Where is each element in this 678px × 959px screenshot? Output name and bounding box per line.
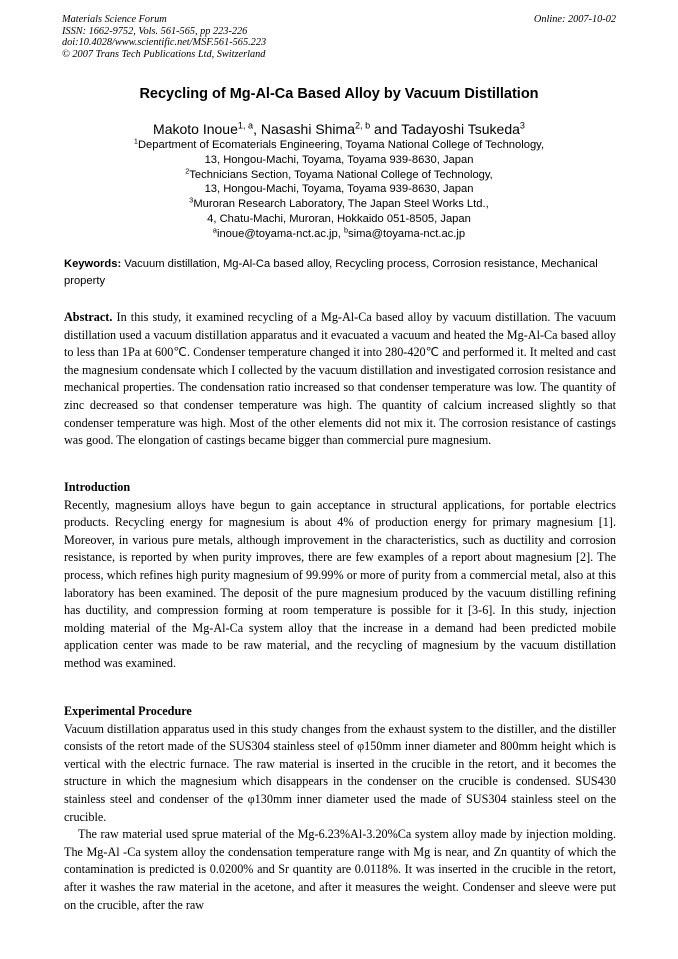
keywords-label: Keywords: [64,258,122,270]
email-line [0,227,678,242]
journal-name: Materials Science Forum [62,14,167,25]
paragraph: Vacuum distillation apparatus used in this study changes from the exhaust system to the distiller, and the distiller consists of the retort made of the SUS304 stainless steel of φ150mm inner diameter and 800mm height which is vertical with the electric furnace. The raw material is inserted in the crucible in the retort, and it becomes the structure in which the magnesium which disappears in the condenser on the crucible is condensed. SUS430 stainless steel and condenser of the φ130mm inner diameter used the made of SUS304 stainless steel on the crucible. [64,721,616,824]
introduction-section [64,479,616,673]
affil-marker: 1 [133,136,138,146]
copyright-line: © 2007 Trans Tech Publications Ltd, Switzerland [62,48,266,60]
affiliation-text: Department of Ecomaterials Engineering, Toyama National College of Technology, [137,139,545,151]
abstract-label: Abstract. [64,310,113,324]
email-address: sima@toyama-nct.ac.jp [348,227,466,240]
paper-title: Recycling of Mg-Al-Ca Based Alloy by Vacuum Distillation [139,86,539,102]
affiliation-address: 4, Chatu-Machi, Muroran, Hokkaido 051-8505, Japan [207,212,471,225]
keywords-text: Vacuum distillation, Mg-Al-Ca based alloy, Recycling process, Corrosion resistance, Mechanical property [64,258,598,287]
paragraph: Recently, magnesium alloys have begun to gain acceptance in structural applications, for portable electrics products. Recycling energy for magnesium is about 4% of production energy for primary magnesium [1]. Moreover, in various pure metals, although improvement in the characteristics, such as ductility and corrosion resistance, is reported by when purity improves, there are few examples of a report about magnesium [2]. The process, which refines high purity magnesium of 99.99% or more of purity from a commercial metal, also at this laboratory has been examined. The deposit of the pure magnesium produced by the vacuum distilling refining has ductility, and compression forming at room temperature is possible for it [3-6]. In this study, injection molding material of the Mg-Al-Ca system alloy that the increase in a demand had been predicted mobile application center was made to be raw material, and the recycling of magnesium by the vacuum distillation method was examined. [64,497,616,670]
author-separator: , [253,121,261,137]
email-marker: a [212,225,217,235]
affiliation-address: 13, Hongou-Machi, Toyama, Toyama 939-8630, Japan [204,183,474,196]
keywords [64,256,616,290]
issn-line: ISSN: 1662-9752, Vols. 561-565, pp 223-226 [62,25,248,37]
affil-marker: 3 [189,195,194,205]
author-separator: and [370,121,402,137]
affiliation-line [0,165,678,183]
email-separator: , [337,227,344,240]
affiliation-line [0,138,678,153]
author-name: Makoto Inoue [153,121,238,137]
affiliations [0,138,678,242]
section-heading: Introduction [64,480,131,494]
email-marker: b [343,225,349,235]
doi-line: doi:10.4028/www.scientific.net/MSF.561-565.223 [62,37,267,49]
abstract-text: In this study, it examined recycling of a Mg-Al-Ca based alloy by vacuum distillation. The vacuum distillation used a vacuum distillation apparatus and it evacuated a vacuum and heated the Mg-Al-Ca based alloy to less than 1Pa at 600℃. Condenser temperature changed it into 280-420℃ and performed it. It melted and cast the magnesium condensate which I collected by the vacuum distillation and investigated corrosion resistance and mechanical properties. The condensation ratio increased so that condenser temperature was low. The quantity of zinc decreased so that condenser temperature was high. The quantity of calcium increased slightly so that condenser temperature was high. Most of the other elements did not mix it. The corrosion resistance of castings was good. The elongation of castings became bigger than commercial pure magnesium. [64,310,616,448]
experimental-section [64,703,616,914]
author-name: Tadayoshi Tsukeda [401,121,520,137]
affiliation-text: Muroran Research Laboratory, The Japan Steel Works Ltd., [193,198,489,211]
paragraph: The raw material used sprue material of the Mg-6.23%Al-3.20%Ca system alloy made by injection molding. The Mg-Al -Ca system alloy the condensation temperature range with Mg is near, and Zn quantity of which the contamination is predicted is 0.0200% and Sr quantity are 0.0118%. It was inserted in the crucible in the retort, after it washes the raw material in the acetone, and after it measures the weight. Condenser and sleeve were put on the crucible, after the raw [64,827,616,912]
affil-marker: 2 [185,165,190,175]
author-affil-marker: 2, b [355,120,371,131]
section-heading: Experimental Procedure [64,704,192,718]
email-address: inoue@toyama-nct.ac.jp [216,227,338,240]
author-name: Nasashi Shima [260,121,355,137]
author-list [0,121,678,137]
author-affil-marker: 1, a [237,120,254,131]
online-date: Online: 2007-10-02 [533,14,616,25]
author-affil-marker: 3 [519,120,525,131]
affiliation-line [0,197,678,212]
affiliation-address: 13, Hongou-Machi, Toyama, Toyama 939-8630, Japan [204,153,474,166]
affiliation-text: Technicians Section, Toyama National College of Technology, [189,168,493,181]
journal-header [62,14,616,60]
abstract [64,309,616,450]
